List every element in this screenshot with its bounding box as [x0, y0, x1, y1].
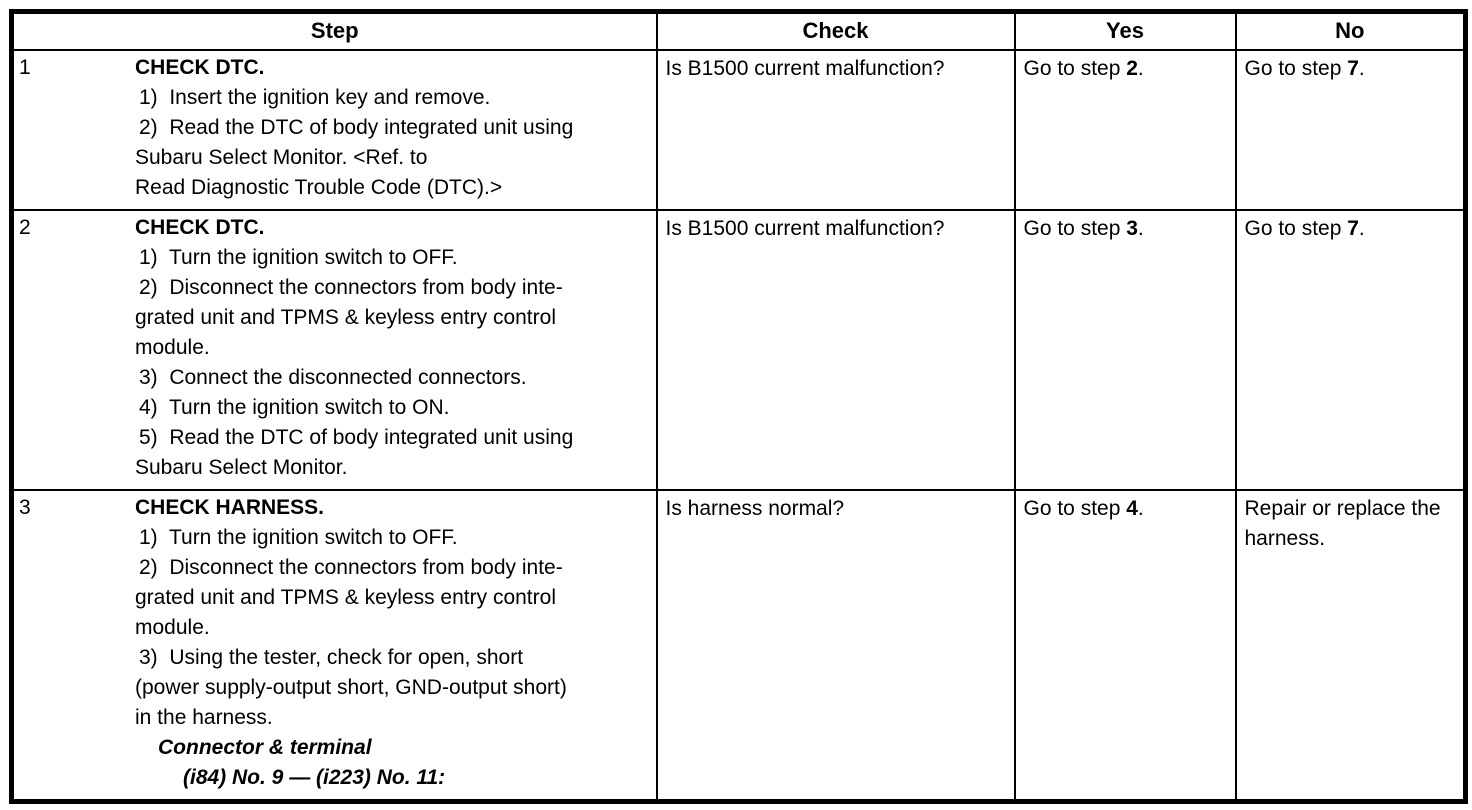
- no-cell-text: [1245, 494, 1458, 554]
- step-line: 3) Using the tester, check for open, short: [139, 645, 524, 669]
- yes-cell-text: [1024, 494, 1229, 524]
- table-body: [12, 50, 1466, 802]
- result-text: Go to step: [1023, 56, 1127, 80]
- step-line: CHECK DTC.: [135, 215, 265, 239]
- check-cell: [657, 50, 1015, 210]
- step-ref-number: 7: [1347, 56, 1359, 80]
- step-line: Read Diagnostic Trouble Code (DTC).>: [135, 175, 503, 199]
- step-lines: [135, 491, 656, 799]
- procedure-table: [9, 9, 1468, 804]
- step-line: 5) Read the DTC of body integrated unit using: [139, 425, 574, 449]
- step-line: 2) Read the DTC of body integrated unit using: [139, 115, 574, 139]
- step-lines: [135, 51, 656, 209]
- step-line: CHECK DTC.: [135, 55, 265, 79]
- step-ref-number: 7: [1347, 216, 1359, 240]
- yes-cell: [1015, 210, 1236, 490]
- result-text: Go to step: [1023, 216, 1127, 240]
- check-cell-text: Is B1500 current malfunction?: [665, 216, 945, 240]
- result-text: .: [1358, 56, 1365, 80]
- result-text: .: [1137, 216, 1144, 240]
- result-text: Go to step: [1244, 216, 1348, 240]
- header-row: [12, 12, 1466, 50]
- step-line: in the harness.: [135, 705, 273, 729]
- step-line: (power supply-output short, GND-output short): [135, 675, 567, 699]
- step-number: 3: [19, 495, 31, 519]
- step-line: Subaru Select Monitor.: [135, 455, 348, 479]
- yes-cell: [1015, 50, 1236, 210]
- step-number: 2: [19, 215, 31, 239]
- step-line: 3) Connect the disconnected connectors.: [139, 365, 527, 389]
- no-cell: [1236, 490, 1466, 802]
- check-cell-text: Is harness normal?: [665, 496, 845, 520]
- step-ref-number: 3: [1126, 216, 1138, 240]
- check-cell-text: Is B1500 current malfunction?: [665, 56, 945, 80]
- no-cell: [1236, 50, 1466, 210]
- step-cell-inner: [14, 491, 656, 799]
- header-check: Check: [657, 12, 1015, 50]
- header-yes: Yes: [1015, 12, 1236, 50]
- table-row: [12, 50, 1466, 210]
- result-text: Repair or replace the harness.: [1244, 496, 1441, 550]
- step-line: 2) Disconnect the connectors from body inte-: [139, 275, 563, 299]
- step-cell-inner: [14, 51, 656, 209]
- result-text: .: [1137, 56, 1144, 80]
- step-ref-number: 2: [1126, 56, 1138, 80]
- step-lines: [135, 211, 656, 489]
- check-cell: [657, 210, 1015, 490]
- step-line: grated unit and TPMS & keyless entry control: [135, 305, 556, 329]
- header-no: No: [1236, 12, 1466, 50]
- step-line: grated unit and TPMS & keyless entry control: [135, 585, 556, 609]
- yes-cell: [1015, 490, 1236, 802]
- no-cell-text: [1245, 54, 1458, 84]
- step-line: module.: [135, 335, 210, 359]
- step-ref-number: 4: [1126, 496, 1138, 520]
- yes-cell-text: [1024, 214, 1229, 244]
- step-line: module.: [135, 615, 210, 639]
- step-line: 4) Turn the ignition switch to ON.: [139, 395, 450, 419]
- step-number: 1: [19, 55, 31, 79]
- header-step: Step: [12, 12, 657, 50]
- step-line: (i84) No. 9 — (i223) No. 11:: [183, 765, 446, 789]
- result-text: Go to step: [1244, 56, 1348, 80]
- yes-cell-text: [1024, 54, 1229, 84]
- no-cell-text: [1245, 214, 1458, 244]
- step-line: 1) Insert the ignition key and remove.: [139, 85, 491, 109]
- step-cell: [12, 50, 657, 210]
- check-cell: [657, 490, 1015, 802]
- step-line: Connector & terminal: [158, 735, 372, 759]
- result-text: .: [1137, 496, 1144, 520]
- step-cell-inner: [14, 211, 656, 489]
- step-line: 1) Turn the ignition switch to OFF.: [139, 245, 458, 269]
- step-cell: [12, 490, 657, 802]
- no-cell: [1236, 210, 1466, 490]
- table-row: [12, 490, 1466, 802]
- step-line: 1) Turn the ignition switch to OFF.: [139, 525, 458, 549]
- step-line: Subaru Select Monitor. <Ref. to: [135, 145, 428, 169]
- result-text: Go to step: [1023, 496, 1127, 520]
- step-line: 2) Disconnect the connectors from body inte-: [139, 555, 563, 579]
- result-text: .: [1358, 216, 1365, 240]
- step-line: CHECK HARNESS.: [135, 495, 325, 519]
- table-row: [12, 210, 1466, 490]
- step-cell: [12, 210, 657, 490]
